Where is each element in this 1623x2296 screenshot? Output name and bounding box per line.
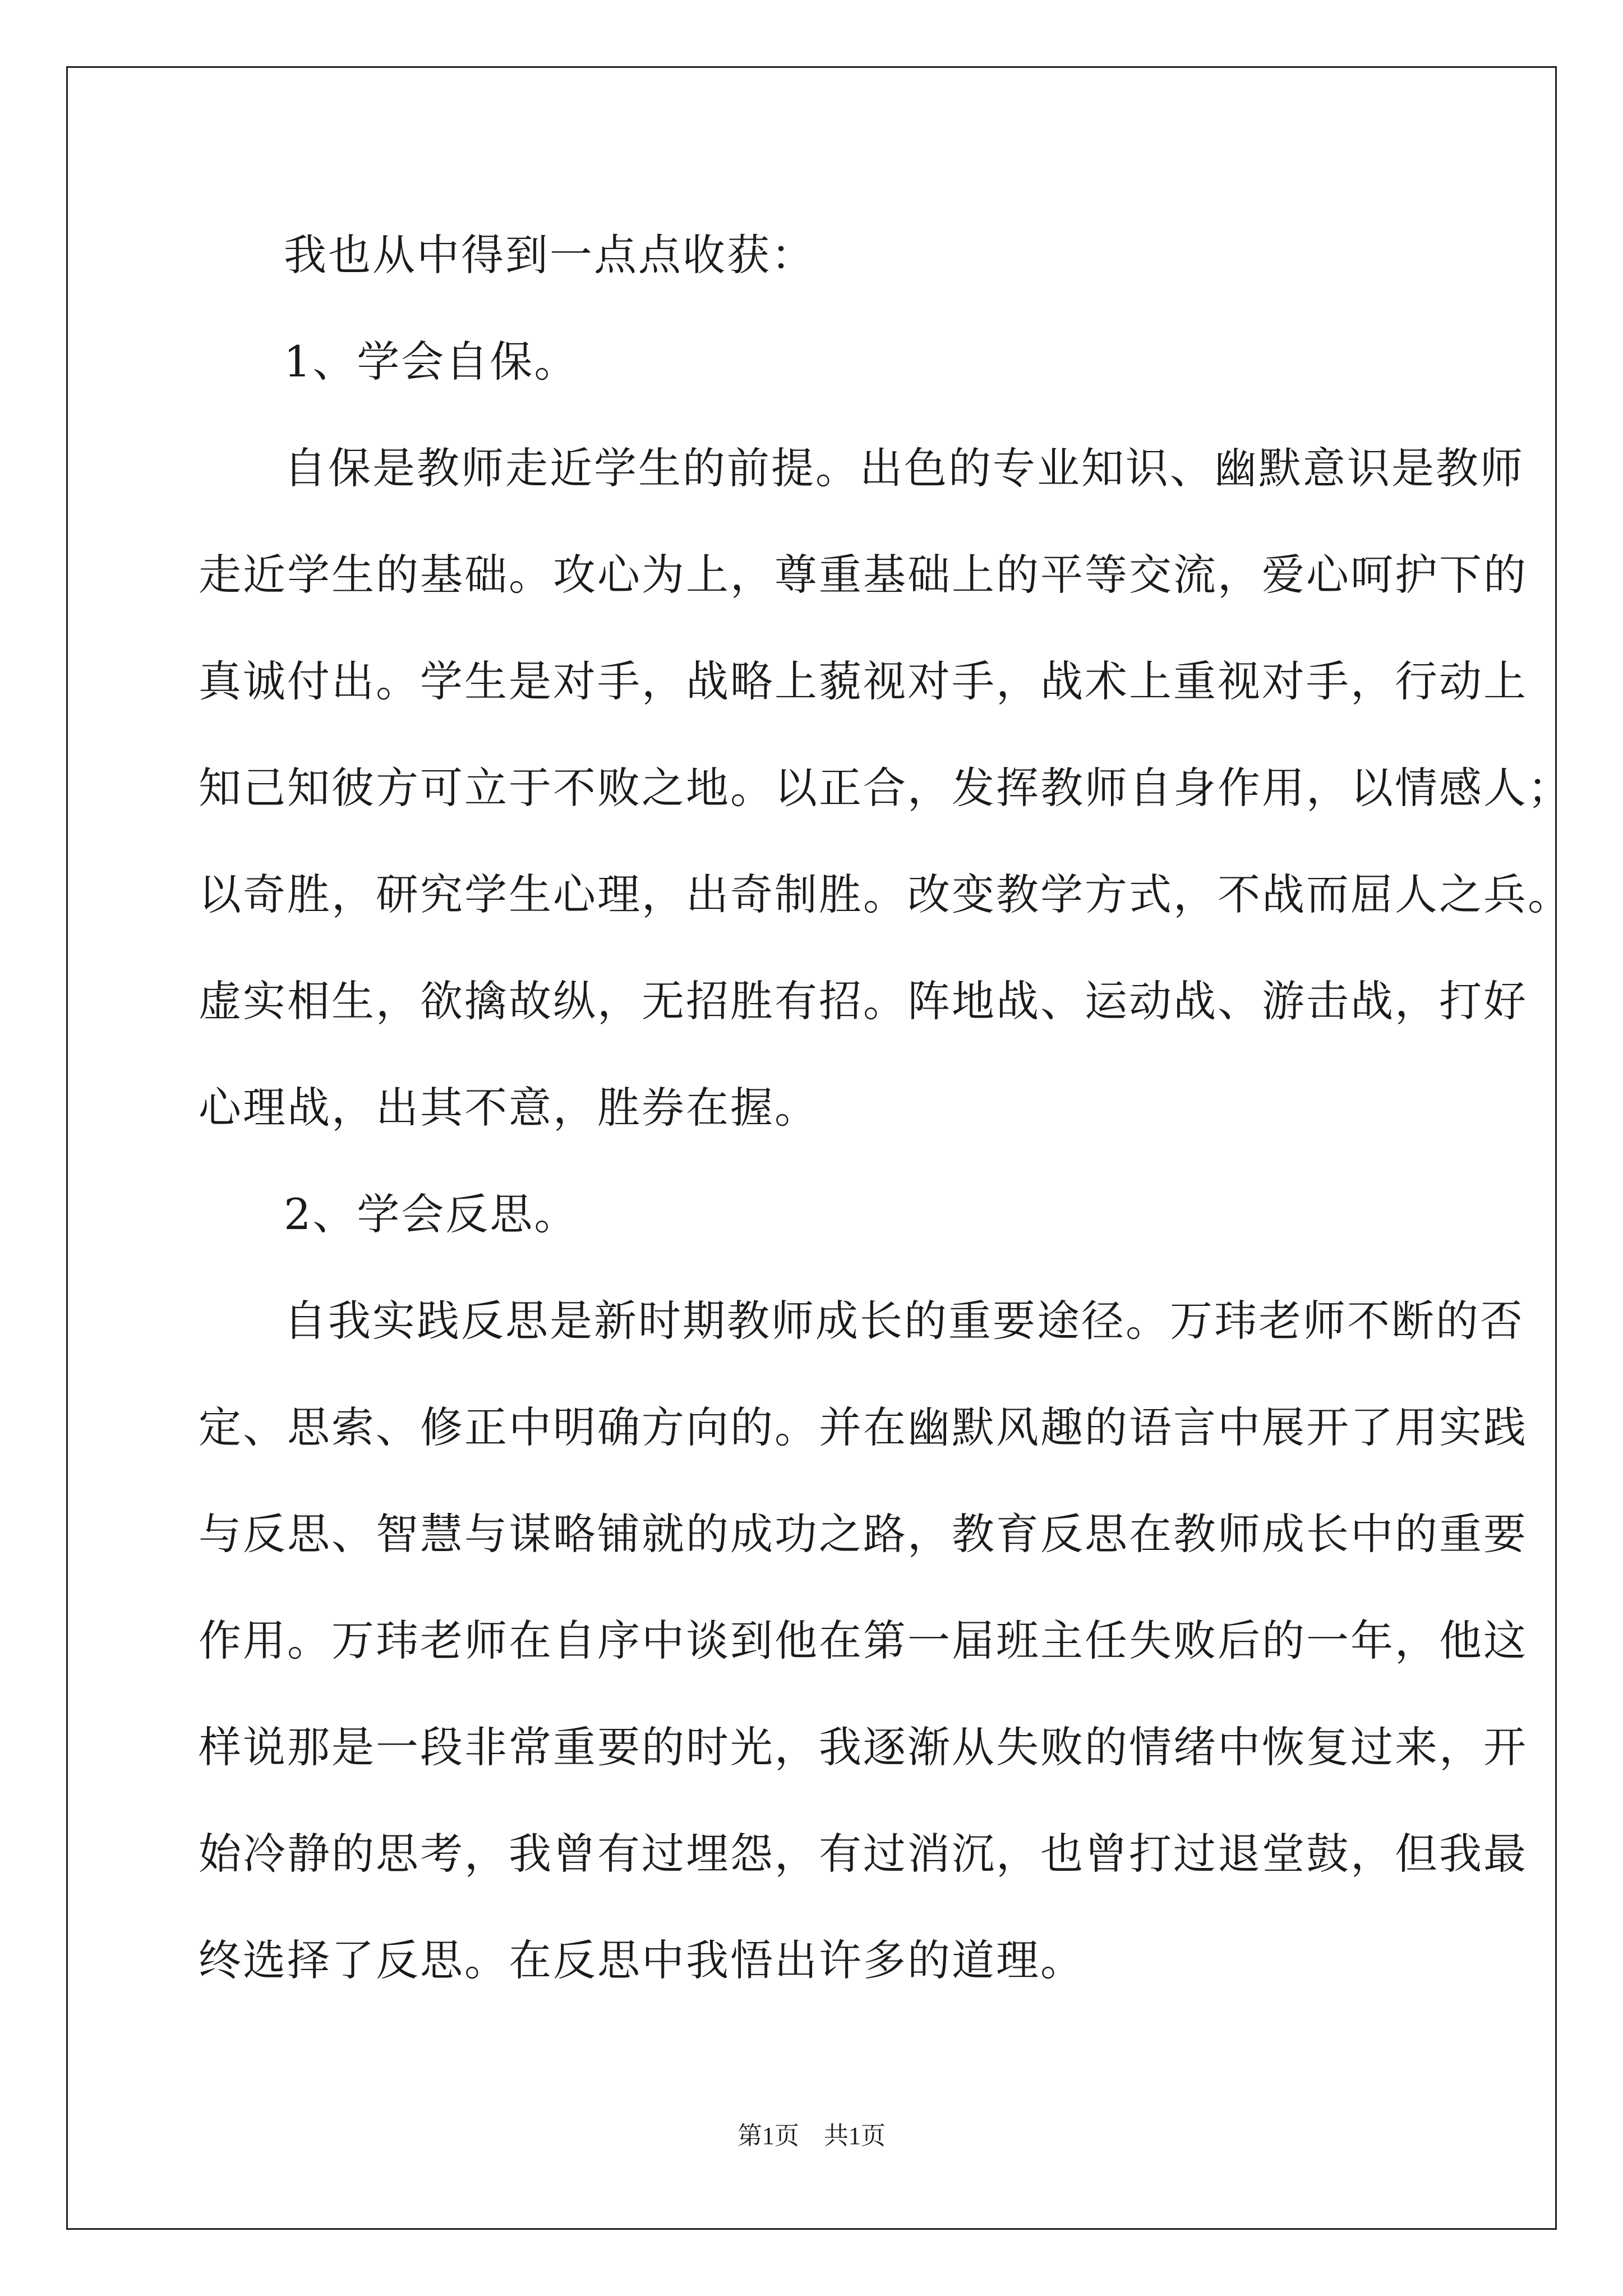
text-line: 自保是教师走近学生的前提。出色的专业知识、幽默意识是教师: [284, 443, 1524, 493]
text-line: 心理战，出其不意，胜券在握。: [199, 1083, 819, 1133]
text-line: 样说那是一段非常重要的时光，我逐渐从失败的情绪中恢复过来，开: [199, 1722, 1528, 1772]
text-line: 始冷静的思考，我曾有过埋怨，有过消沉，也曾打过退堂鼓，但我最: [199, 1829, 1528, 1879]
text-line: 作用。万玮老师在自序中谈到他在第一届班主任失败后的一年，他这: [199, 1616, 1528, 1665]
section-heading: 1、学会自保。: [284, 337, 579, 386]
page-border: [66, 66, 1557, 2230]
text-line: 走近学生的基础。攻心为上，尊重基础上的平等交流，爱心呵护下的: [199, 550, 1528, 600]
text-line: 终选择了反思。在反思中我悟出许多的道理。: [199, 1935, 1085, 1985]
text-line: 以奇胜，研究学生心理，出奇制胜。改变教学方式，不战而屈人之兵。: [199, 869, 1572, 919]
text-line: 自我实践反思是新时期教师成长的重要途径。万玮老师不断的否: [284, 1296, 1524, 1346]
page-number: 第1页 共1页: [737, 2122, 886, 2150]
text-line: 虚实相生，欲擒故纵，无招胜有招。阵地战、运动战、游击战，打好: [199, 976, 1528, 1026]
text-line: 我也从中得到一点点收获：: [284, 230, 815, 280]
text-line: 真诚付出。学生是对手，战略上藐视对手，战术上重视对手，行动上: [199, 656, 1528, 706]
section-heading: 2、学会反思。: [284, 1189, 579, 1239]
text-line: 与反思、智慧与谋略铺就的成功之路，教育反思在教师成长中的重要: [199, 1509, 1528, 1559]
text-line: 定、思索、修正中明确方向的。并在幽默风趣的语言中展开了用实践: [199, 1402, 1528, 1452]
text-line: 知己知彼方可立于不败之地。以正合，发挥教师自身作用，以情感人；: [199, 763, 1572, 813]
